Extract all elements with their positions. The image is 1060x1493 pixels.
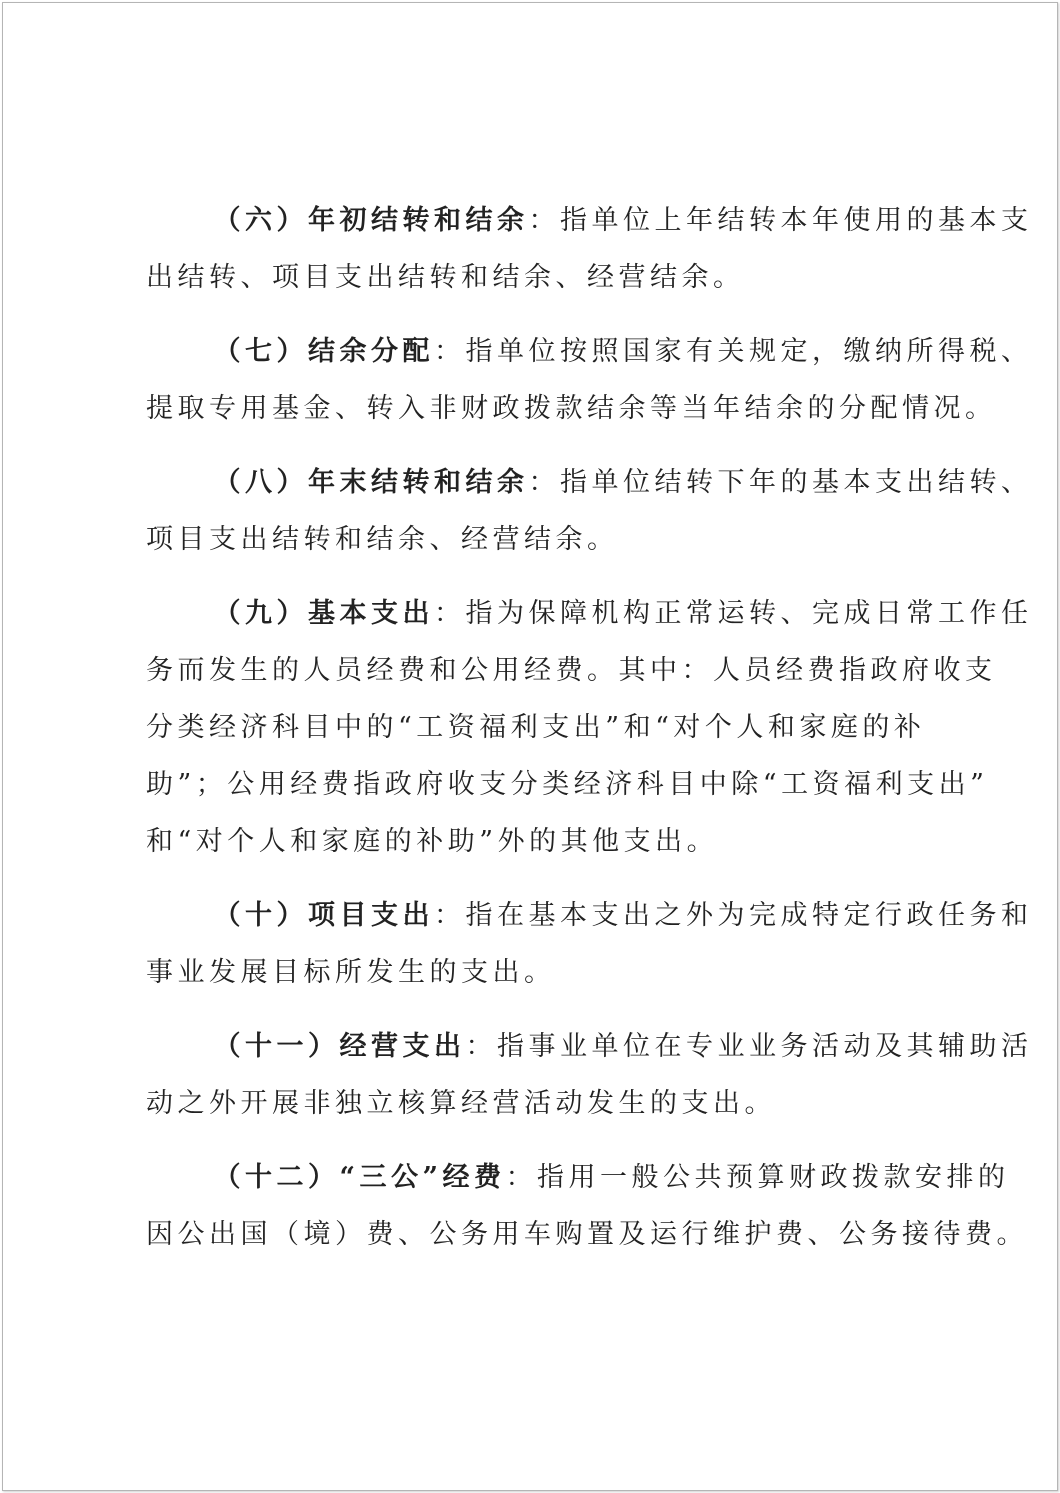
term-heading: （八）年末结转和结余 <box>213 467 529 498</box>
definition-text: ：指为保障机构正常运转、完成日常工作任 <box>434 598 1033 629</box>
paragraph-6 <box>146 192 1033 306</box>
document-page <box>2 2 1058 1491</box>
term-heading: （十一）经营支出 <box>213 1031 466 1062</box>
definition-text: ：指单位按照国家有关规定，缴纳所得税、 <box>434 336 1033 367</box>
definition-text: ：指用一般公共预算财政拨款安排的 <box>505 1162 1010 1193</box>
definition-text: ：指单位结转下年的基本支出结转、 <box>528 467 1033 498</box>
paragraph-line: 和“对个人和家庭的补助”外的其他支出。 <box>146 826 719 857</box>
paragraph-11 <box>146 1018 1033 1132</box>
document-body <box>146 192 1033 1280</box>
paragraph-line <box>146 1018 1033 1075</box>
paragraph-line: 出结转、项目支出结转和结余、经营结余。 <box>146 262 745 293</box>
paragraph-9 <box>146 585 1033 870</box>
paragraph-12 <box>146 1149 1028 1263</box>
definition-text: ：指单位上年结转本年使用的基本支 <box>528 205 1033 236</box>
paragraph-line <box>146 585 1033 642</box>
paragraph-7 <box>146 323 1033 437</box>
paragraph-line <box>146 1149 1010 1206</box>
paragraph-line <box>146 454 1033 511</box>
paragraph-line: 务而发生的人员经费和公用经费。其中：人员经费指政府收支 <box>146 655 997 686</box>
term-heading: （七）结余分配 <box>213 336 434 367</box>
paragraph-line: 因公出国（境）费、公务用车购置及运行维护费、公务接待费。 <box>146 1219 1028 1250</box>
paragraph-line <box>146 887 1033 944</box>
paragraph-line: 事业发展目标所发生的支出。 <box>146 957 556 988</box>
definition-text: ：指在基本支出之外为完成特定行政任务和 <box>434 900 1033 931</box>
definition-text: ：指事业单位在专业业务活动及其辅助活 <box>465 1031 1033 1062</box>
paragraph-line: 动之外开展非独立核算经营活动发生的支出。 <box>146 1088 776 1119</box>
paragraph-line: 项目支出结转和结余、经营结余。 <box>146 524 619 555</box>
paragraph-line: 提取专用基金、转入非财政拨款结余等当年结余的分配情况。 <box>146 393 997 424</box>
paragraph-line <box>146 192 1033 249</box>
paragraph-line <box>146 323 1033 380</box>
term-heading: （十二）“三公”经费 <box>213 1162 506 1193</box>
term-heading: （六）年初结转和结余 <box>213 205 529 236</box>
paragraph-8 <box>146 454 1033 568</box>
paragraph-10 <box>146 887 1033 1001</box>
paragraph-line: 分类经济科目中的“工资福利支出”和“对个人和家庭的补 <box>146 712 926 743</box>
term-heading: （十）项目支出 <box>213 900 434 931</box>
paragraph-line: 助”；公用经费指政府收支分类经济科目中除“工资福利支出” <box>146 769 989 800</box>
term-heading: （九）基本支出 <box>213 598 434 629</box>
